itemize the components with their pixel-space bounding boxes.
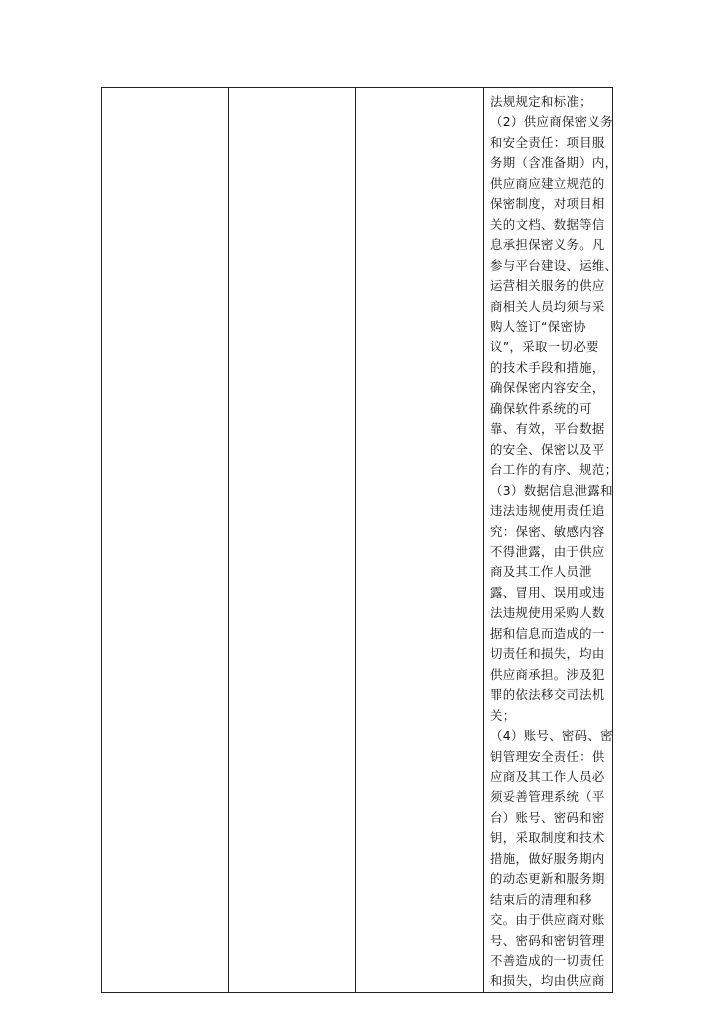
text-line: 钥，采取制度和技术 xyxy=(490,830,605,846)
text-line: 的动态更新和服务期 xyxy=(490,871,605,887)
text-line: 运营相关服务的供应 xyxy=(490,278,605,294)
text-line: 号、密码和密钥管理 xyxy=(490,932,605,948)
requirements-table xyxy=(101,87,618,993)
text-line: 购人签订“保密协 xyxy=(490,318,586,334)
text-line: 据和信息而造成的一 xyxy=(490,625,605,641)
text-line: 关； xyxy=(490,707,516,723)
text-line: 的安全、保密以及平 xyxy=(490,441,605,457)
text-line: 法违规使用采购人数 xyxy=(490,605,605,621)
text-line: 保密制度，对项目相 xyxy=(490,196,605,212)
text-line: 供应商承担。涉及犯 xyxy=(490,666,605,682)
text-line: 确保软件系统的可 xyxy=(490,400,592,416)
text-line: 钥管理安全责任：供 xyxy=(490,748,605,764)
text-line: 和损失，均由供应商 xyxy=(490,973,605,989)
cell-text-block xyxy=(484,88,618,992)
text-line: 商相关人员均须与采 xyxy=(490,298,605,314)
text-line: 应商及其工作人员必 xyxy=(490,768,605,784)
table-cell-1 xyxy=(102,88,229,993)
text-line: 须妥善管理系统（平 xyxy=(490,789,605,805)
text-line: 不得泄露，由于供应 xyxy=(490,543,605,559)
text-line: 台工作的有序、规范； xyxy=(490,462,618,478)
table-cell-content xyxy=(484,88,618,993)
text-line: 露、冒用、误用或违 xyxy=(490,584,605,600)
text-line: 结束后的清理和移 xyxy=(490,891,592,907)
text-line: 台）账号、密码和密 xyxy=(490,809,605,825)
text-line: 切责任和损失，均由 xyxy=(490,646,605,662)
text-line: 议”，采取一切必要 xyxy=(490,339,599,355)
text-line: 参与平台建设、运维、 xyxy=(490,257,618,273)
text-line: 不善造成的一切责任 xyxy=(490,953,605,969)
text-line: 确保保密内容安全， xyxy=(490,380,605,396)
text-line: 务期（含准备期）内， xyxy=(490,155,618,171)
text-line: 靠、有效，平台数据 xyxy=(490,421,605,437)
text-line: 法规规定和标准； xyxy=(490,94,592,109)
table-cell-3 xyxy=(356,88,484,993)
text-line: 违法违规使用责任追 xyxy=(490,503,605,519)
text-line: （4）账号、密码、密 xyxy=(490,728,613,744)
text-line: 关的文档、数据等信 xyxy=(490,216,605,232)
text-line: （2）供应商保密义务 xyxy=(490,114,613,130)
text-line: 的技术手段和措施， xyxy=(490,359,605,375)
text-line: 供应商应建立规范的 xyxy=(490,175,605,191)
table-cell-2 xyxy=(229,88,356,993)
text-line: 究：保密、敏感内容 xyxy=(490,523,605,539)
table-row xyxy=(102,88,613,993)
text-line: （3）数据信息泄露和 xyxy=(490,482,613,498)
text-line: 息承担保密义务。凡 xyxy=(490,237,605,253)
text-line: 交。由于供应商对账 xyxy=(490,912,605,928)
text-line: 罪的依法移交司法机 xyxy=(490,687,605,703)
text-line: 和安全责任：项目服 xyxy=(490,134,605,150)
text-line: 商及其工作人员泄 xyxy=(490,564,592,580)
text-line: 措施，做好服务期内 xyxy=(490,850,605,866)
